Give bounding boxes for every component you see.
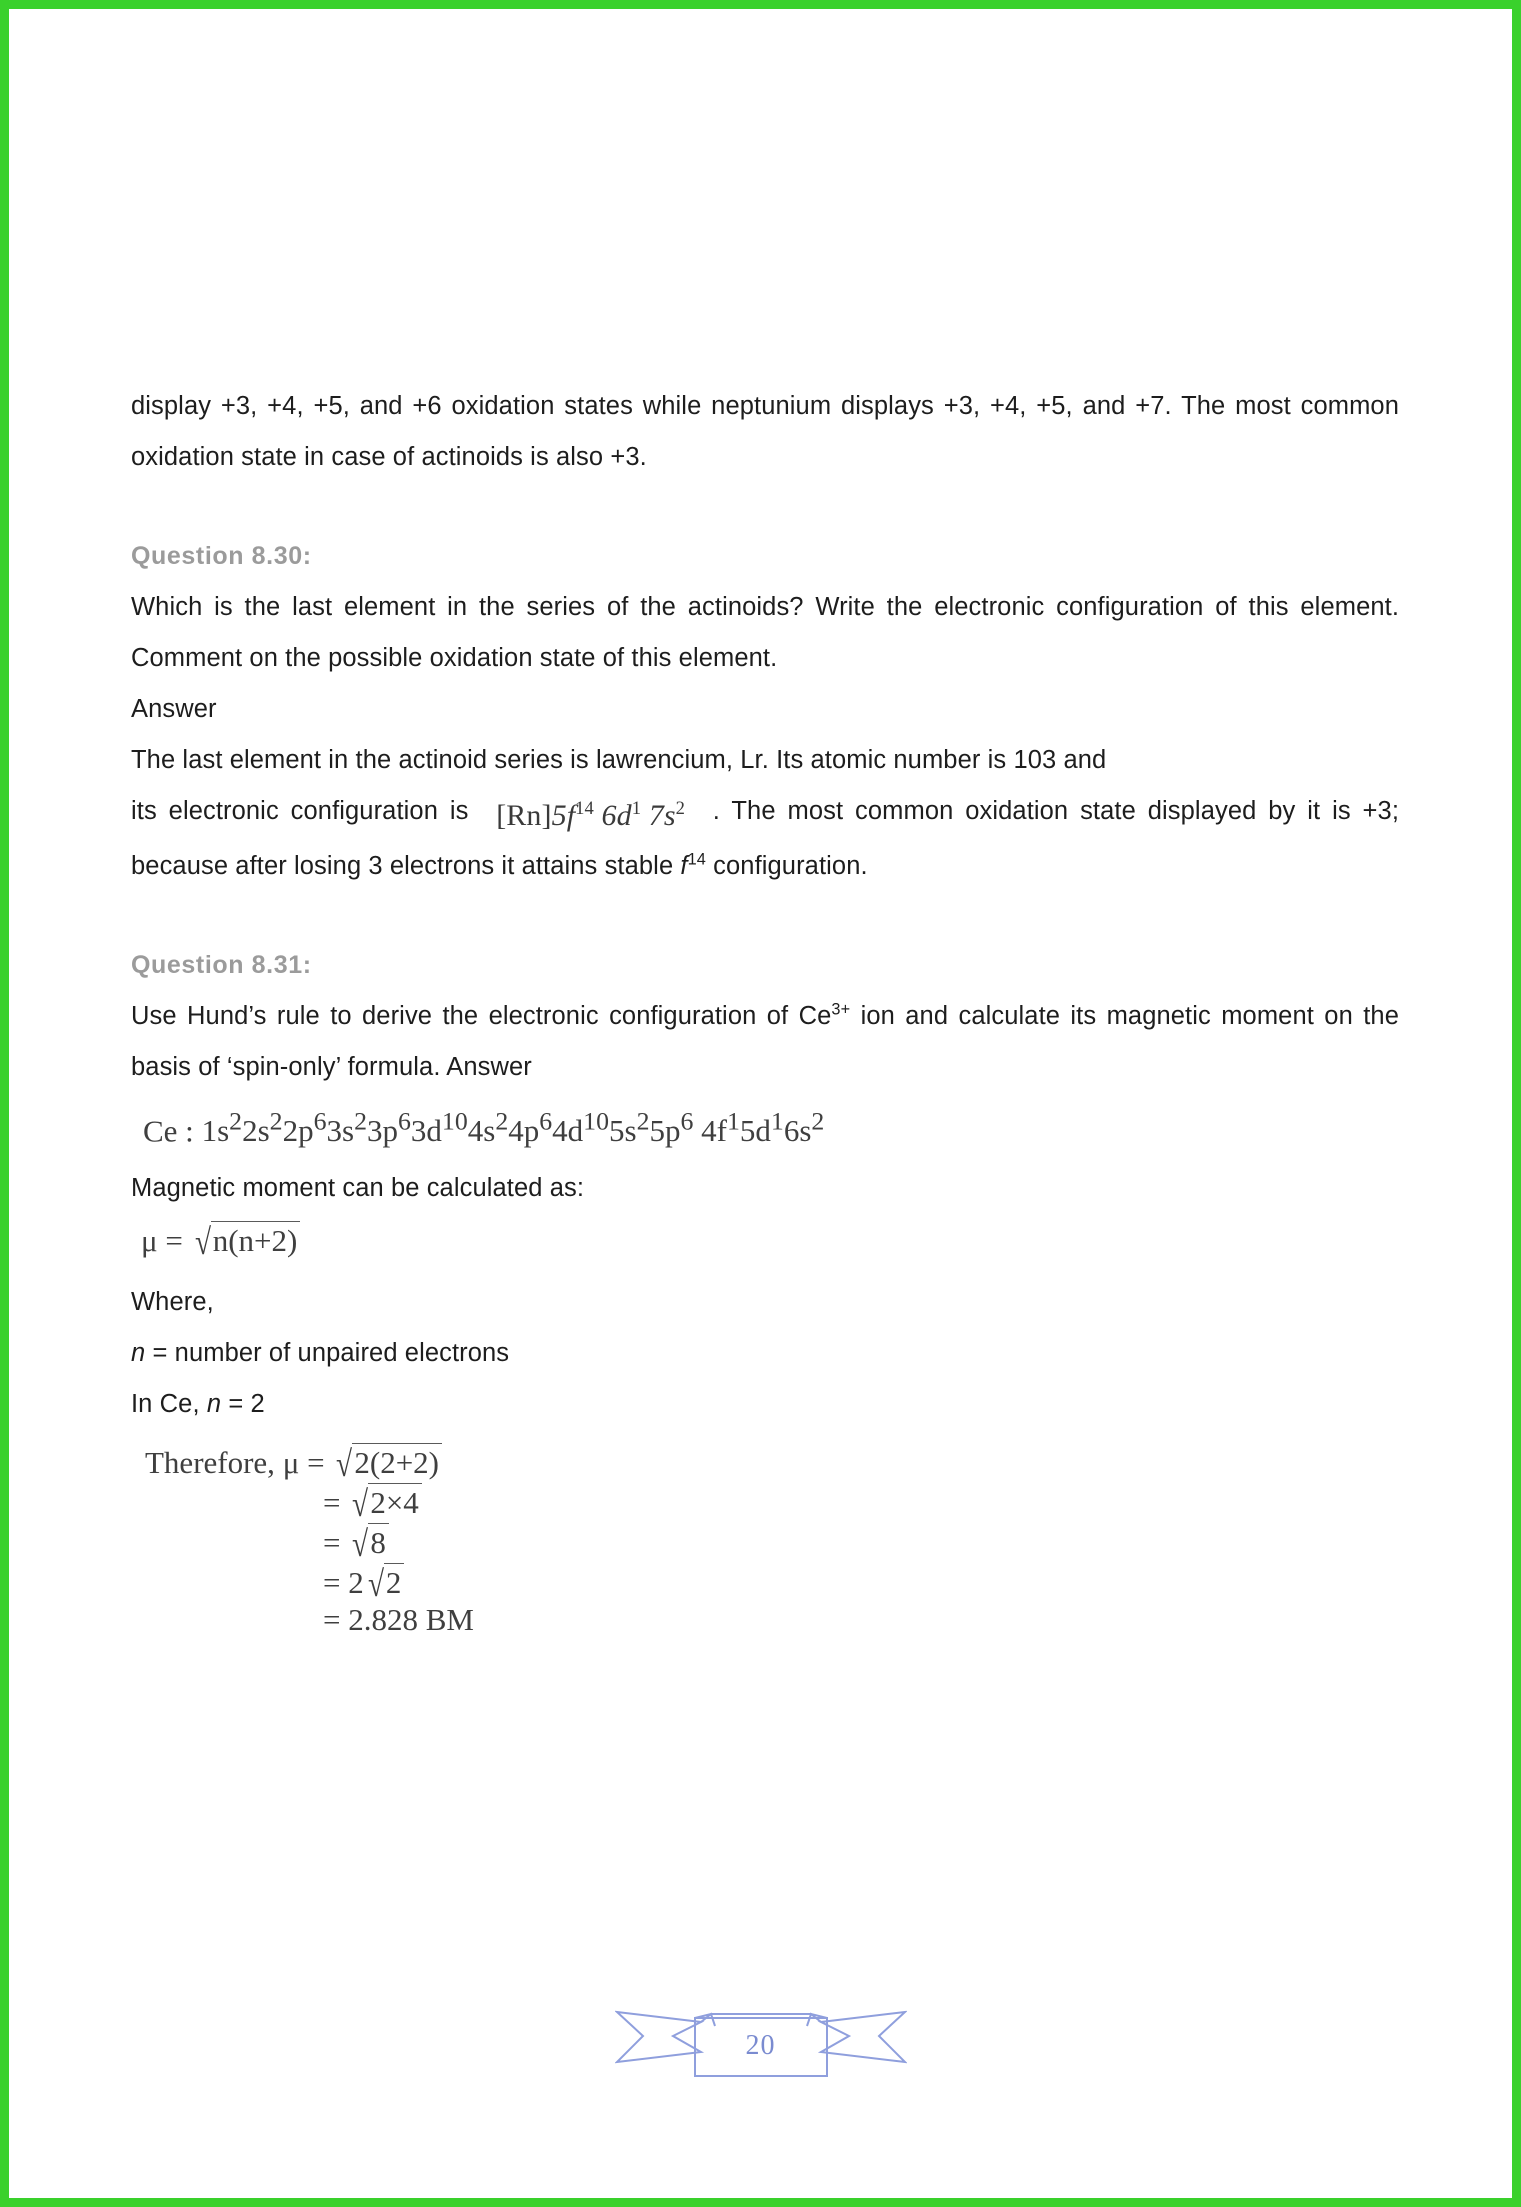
formula-sup-2: 1 xyxy=(631,798,642,819)
mu-equals: = xyxy=(165,1223,183,1259)
formula-spacer xyxy=(131,1093,1399,1107)
calc-equals-3: = xyxy=(323,1525,341,1561)
question-830-answer-body xyxy=(131,786,1399,892)
answer-830-line-3-before: displayed by it is +3; because after losing 3 electrons it attains stable xyxy=(131,797,1400,880)
calc-row-3 xyxy=(145,1522,1399,1565)
question-831-heading: Question 8.31: xyxy=(131,951,312,979)
question-830-answer-label: Answer xyxy=(131,695,217,723)
sqrt-2: √2 xyxy=(364,1562,405,1605)
question-831-prompt-before: Use Hund’s rule to derive the electronic configuration of Ce xyxy=(131,1002,832,1030)
ce-label: Ce : xyxy=(143,1113,194,1149)
mu-symbol: μ xyxy=(141,1223,158,1259)
calc-equals-1: = xyxy=(307,1445,325,1481)
formula-sup-3: 2 xyxy=(675,798,686,819)
in-ce-after: = 2 xyxy=(228,1390,265,1419)
ce-term: $3s^2$ xyxy=(326,1107,367,1149)
question-830-prompt-line-2: of this element. Comment on the possible oxidation state of this element. xyxy=(131,593,1399,672)
question-830-prompt-line-1: Which is the last element in the series of the actinoids? Write the electronic configuration xyxy=(131,593,1204,621)
calc-row-4 xyxy=(145,1562,1399,1605)
sqrt-n-n-plus-2: √n(n+2) xyxy=(191,1220,301,1263)
page-footer xyxy=(9,1984,1512,2084)
answer-830-text-before: its electronic configuration is xyxy=(131,797,469,825)
ce-term: $4p^6$ xyxy=(508,1107,553,1149)
question-831-prompt xyxy=(131,991,1399,1093)
ce-term: $2p^6$ xyxy=(282,1107,327,1149)
ce-configuration-terms xyxy=(201,1107,825,1149)
formula-bracket: [Rn] xyxy=(496,799,552,832)
page-content xyxy=(131,381,1399,1642)
formula-shell-3: 7s xyxy=(648,799,676,832)
ce-term: $1s^2$ xyxy=(201,1107,243,1149)
page-number-ribbon xyxy=(615,1984,907,2084)
calc-equals-4: = xyxy=(323,1565,341,1601)
formula-shell-2: 6d xyxy=(601,799,632,832)
formula-shell-1: 5f xyxy=(551,799,576,832)
intro-paragraph xyxy=(131,381,1399,483)
radicand-3: 8 xyxy=(368,1523,389,1561)
n-definition-text: = number of unpaired electrons xyxy=(152,1339,510,1368)
f-orbital-superscript: 14 xyxy=(687,850,706,869)
formula-sup-1: 14 xyxy=(575,798,594,819)
question-831-prompt-line-2: moment on the basis of ‘spin-only’ formula. Answer xyxy=(131,1002,1399,1081)
therefore-label: Therefore, xyxy=(145,1445,275,1481)
answer-830-text-after: . The most common oxidation state xyxy=(712,797,1136,825)
ce-term: $4d^{10}$ xyxy=(552,1107,609,1149)
section-spacer xyxy=(131,483,1399,531)
sqrt-8: √8 xyxy=(348,1522,389,1565)
radicand-2: 2×4 xyxy=(368,1483,421,1521)
calc-row-5 xyxy=(145,1602,1399,1642)
ce-configuration-formula xyxy=(131,1107,1399,1149)
magnetic-moment-calculation xyxy=(131,1442,1399,1642)
ce-ion-charge: 3+ xyxy=(831,1000,851,1019)
calc-equals-2: = xyxy=(323,1485,341,1521)
ce-term: $3d^{10}$ xyxy=(410,1107,468,1149)
calc-row-2 xyxy=(145,1482,1399,1525)
magnetic-moment-formula xyxy=(131,1220,1399,1263)
ce-term: $5s^2$ xyxy=(608,1107,650,1149)
ce-term: $4f^1$ xyxy=(701,1107,740,1149)
radicand-1: 2(2+2) xyxy=(352,1443,442,1481)
formula-spacer-2 xyxy=(131,1149,1399,1163)
magnetic-moment-intro: Magnetic moment can be calculated as: xyxy=(131,1174,585,1203)
ce-term: $3p^6$ xyxy=(366,1107,411,1149)
section-spacer-2 xyxy=(131,892,1399,940)
calc-row-1 xyxy=(145,1442,1399,1485)
calc-mu-symbol: μ xyxy=(282,1445,300,1481)
calc-result: = 2.828 BM xyxy=(323,1602,474,1638)
in-ce-variable: n xyxy=(206,1390,222,1419)
formula-spacer-3 xyxy=(131,1263,1399,1277)
n-definition xyxy=(131,1328,1399,1379)
f-orbital-symbol: f xyxy=(680,852,688,880)
ce-term: $4s^2$ xyxy=(467,1107,509,1149)
page-number: 20 xyxy=(745,2030,776,2061)
intro-line-2: +7. The most common oxidation state in case of actinoids is also +3. xyxy=(131,392,1399,471)
calc-coefficient: 2 xyxy=(348,1565,364,1601)
sqrt-2-2-plus-2: √2(2+2) xyxy=(332,1442,442,1485)
question-830-heading: Question 8.30: xyxy=(131,542,312,570)
question-830-prompt xyxy=(131,582,1399,684)
lawrencium-configuration-formula xyxy=(492,790,689,841)
question-830-answer-line-1: The last element in the actinoid series is lawrencium, Lr. Its atomic number is 103 and xyxy=(131,746,1107,774)
ce-term: $2s^2$ xyxy=(242,1107,283,1149)
intro-line-1: display +3, +4, +5, and +6 oxidation states while neptunium displays +3, +4, +5, and xyxy=(131,392,1126,420)
ce-term: $5d^1$ xyxy=(739,1107,784,1149)
answer-830-line-3-after: configuration. xyxy=(713,852,868,880)
ce-term: $5p^6$ xyxy=(649,1107,694,1149)
in-ce-n-value xyxy=(131,1379,1399,1430)
n-variable: n xyxy=(131,1339,146,1368)
radicand-4: 2 xyxy=(384,1563,405,1601)
ce-term: $6s^2$ xyxy=(783,1107,825,1149)
question-831-prompt-after: ion and calculate its magnetic xyxy=(860,1002,1211,1030)
in-ce-before: In Ce, xyxy=(131,1390,200,1419)
sqrt-2-times-4: √2×4 xyxy=(348,1482,422,1525)
where-label: Where, xyxy=(131,1288,214,1317)
